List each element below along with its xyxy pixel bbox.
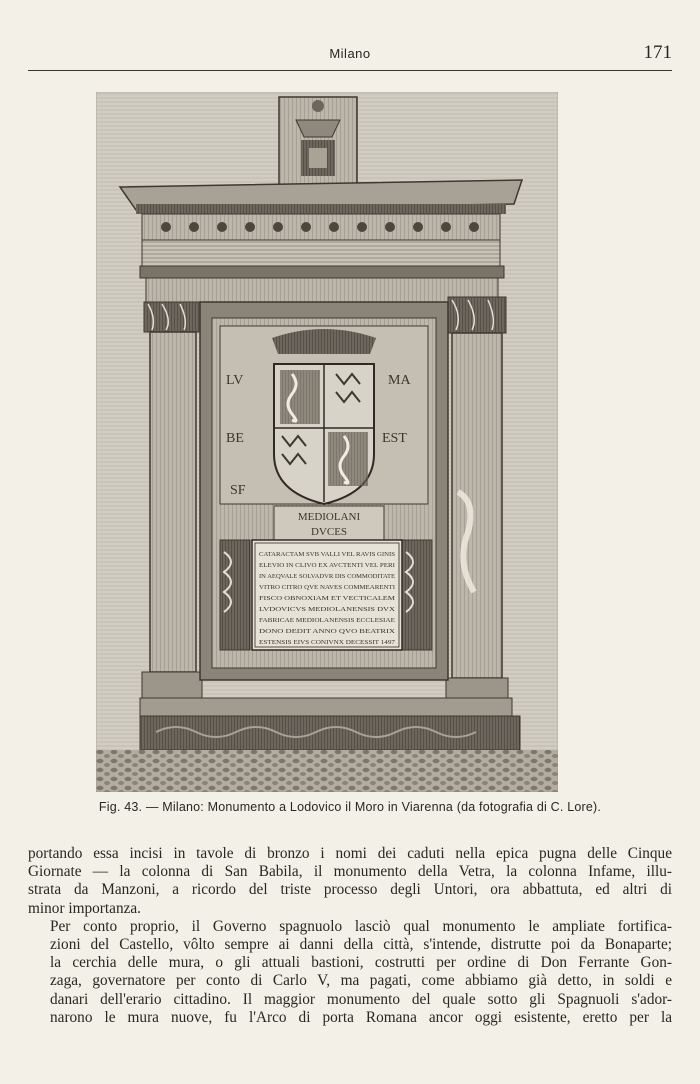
crest-block xyxy=(279,97,357,189)
text-line: Per conto proprio, il Governo spagnuolo lasciò qual monumento le ampliate fortifica- xyxy=(50,917,672,935)
inscription-line: DONO DEDIT ANNO QVO BEATRIX xyxy=(259,628,396,635)
inscription-line: FISCO OBNOXIAM ET VECTICALEM xyxy=(259,595,396,602)
inscription-line: LVDOVICVS MEDIOLANENSIS DVX xyxy=(259,606,396,613)
text-line: strata da Manzoni, a ricordo del triste processo degli Untori, ora abbattuta, ed altri di xyxy=(28,881,672,899)
paragraph-2 xyxy=(28,918,672,1027)
inscription-plaque xyxy=(252,540,402,650)
running-title: Milano xyxy=(329,46,371,61)
inscription-line: ELEVIO IN CLIVO EX AVCTENTI VEL PERI xyxy=(259,562,395,569)
inscription-line: VITRO CITRO QVE NAVES COMMEARENTI xyxy=(259,584,395,591)
plaque-label-2: DVCES xyxy=(310,526,348,538)
text-line: la cerchia delle mura, o gli attuali bastioni, costrutti per ordine di Don Ferrante Gon- xyxy=(50,954,672,972)
text-line: danari dell'erario cittadino. Il maggior monumento del quale sotto gli Spagnuoli s'ador- xyxy=(50,990,672,1008)
letters-left-2: BE xyxy=(226,431,244,446)
letters-right-2: EST xyxy=(382,431,407,446)
monument-base xyxy=(140,698,520,750)
text-line: Giornate — la colonna di San Babila, il monumento della Vetra, la colonna Infame, illu- xyxy=(28,863,672,881)
right-pilaster xyxy=(446,297,508,702)
text-line: minor importanza. xyxy=(28,899,141,917)
page-number: 171 xyxy=(643,42,672,63)
inscription-line: IN AEQVALE SOLVADVR DIS COMMODITATE xyxy=(259,573,396,580)
paragraph-1 xyxy=(28,845,672,918)
inscription-line: FABRICAE MEDIOLANENSIS ECCLESIAE xyxy=(259,617,396,624)
text-line: zioni del Castello, vôlto sempre ai danni della città, s'intende, distrutte poi da Bonaparte; xyxy=(50,936,672,954)
text-line: zaga, governatore per conto di Carlo V, ma pagati, come abbiamo già detto, in soldi e xyxy=(50,972,672,990)
body-text xyxy=(28,845,672,1027)
inscription-line: ESTENSIS EIVS CONIVNX DECESSIT 1497 xyxy=(259,639,396,646)
letters-left-3: SF xyxy=(230,483,246,498)
left-pilaster xyxy=(142,302,202,698)
cornice xyxy=(120,180,522,302)
plaque-label-1: MEDIOLANI xyxy=(297,511,361,523)
letters-right-1: MA xyxy=(388,373,411,388)
monument-engraving xyxy=(96,92,558,792)
inscription-line: CATARACTAM SVB VALLI VEL RAVIS GINIS xyxy=(259,551,396,558)
letters-left-1: LV xyxy=(226,373,244,388)
figure-caption: Fig. 43. — Milano: Monumento a Lodovico il Moro in Viarenna (da fotografia di C. Lore). xyxy=(98,800,602,814)
text-line: portando essa incisi in tavole di bronzo i nomi dei caduti nella epica pugna delle Cinque xyxy=(28,845,672,862)
text-line: narono le mura nuove, fu l'Arco di porta Romana ancor oggi esistente, eretto per la xyxy=(50,1008,672,1026)
running-head xyxy=(28,38,672,71)
pavement xyxy=(96,750,558,792)
